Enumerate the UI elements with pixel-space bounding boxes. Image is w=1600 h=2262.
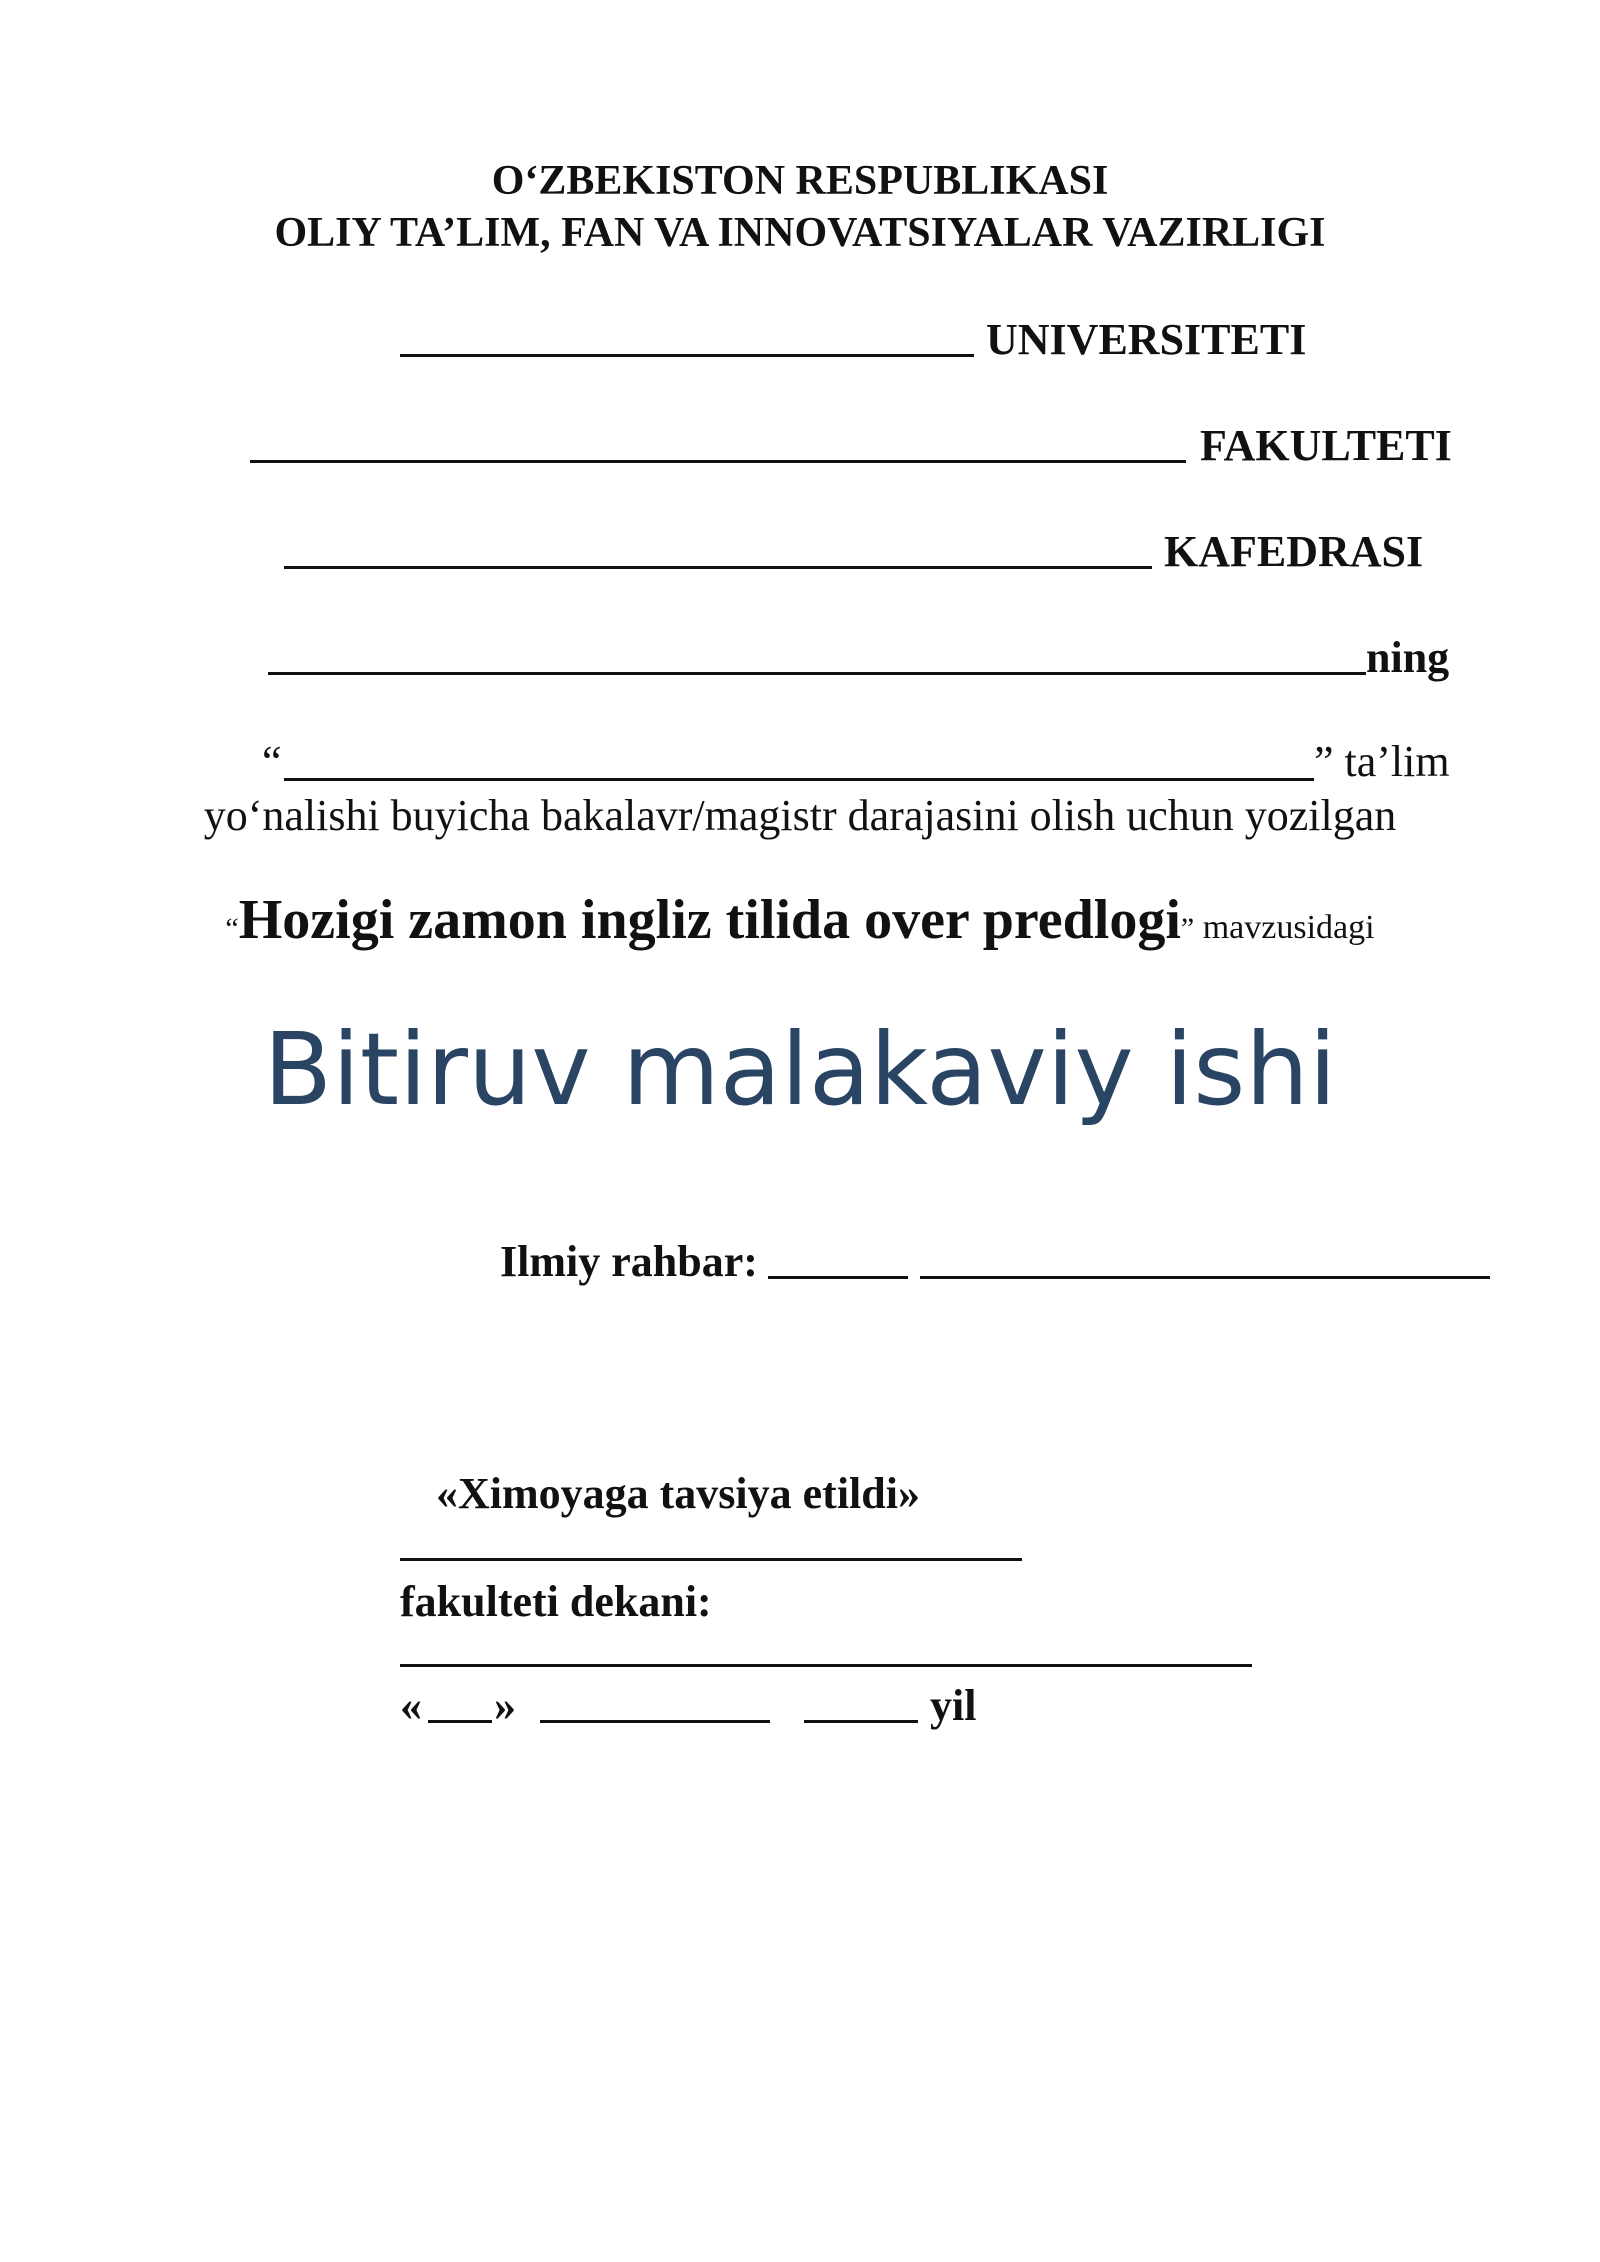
- direction-description: yo‘nalishi buyicha bakalavr/magistr darajasini olish uchun yozilgan: [203, 791, 1397, 840]
- supervisor-label: Ilmiy rahbar:: [500, 1237, 758, 1286]
- university-blank-line: [400, 354, 974, 357]
- date-close-quote: »: [494, 1681, 516, 1730]
- topic-open-quote: “: [225, 912, 239, 945]
- direction-blank-line: [284, 778, 1314, 781]
- header-line-1: O‘ZBEKISTON RESPUBLIKASI: [491, 158, 1109, 204]
- date-month-blank: [540, 1720, 770, 1723]
- date-year-blank: [804, 1720, 918, 1723]
- document-title: Bitiruv malakaviy ishi: [263, 1011, 1337, 1128]
- supervisor-blank-long: [920, 1276, 1490, 1279]
- faculty-blank-line: [250, 460, 1186, 463]
- recommended-label: «Ximoyaga tavsiya etildi»: [436, 1469, 920, 1518]
- department-label: KAFEDRASI: [1164, 527, 1424, 576]
- topic-suffix: mavzusidagi: [1194, 909, 1375, 946]
- student-blank-line: [268, 672, 1366, 675]
- dean-faculty-blank-line: [400, 1558, 1022, 1561]
- topic-line: [0, 889, 1600, 951]
- dean-label: fakulteti dekani:: [400, 1577, 712, 1626]
- date-open-quote: «: [400, 1681, 422, 1730]
- topic-title: Hozigi zamon ingliz tilida over predlogi: [238, 889, 1181, 951]
- header-line-2: OLIY TA’LIM, FAN VA INNOVATSIYALAR VAZIRLIGI: [274, 210, 1326, 256]
- dean-name-blank-line: [400, 1664, 1252, 1667]
- student-suffix: ning: [1366, 633, 1450, 682]
- year-label: yil: [930, 1681, 977, 1730]
- supervisor-blank-short: [768, 1276, 908, 1279]
- department-blank-line: [284, 566, 1152, 569]
- direction-close-quote: ” ta’lim: [1314, 737, 1450, 786]
- topic-close-quote: ”: [1180, 912, 1195, 945]
- university-label: UNIVERSITETI: [986, 315, 1307, 364]
- date-day-blank: [428, 1720, 492, 1723]
- faculty-label: FAKULTETI: [1200, 421, 1452, 470]
- direction-open-quote: “: [262, 737, 282, 786]
